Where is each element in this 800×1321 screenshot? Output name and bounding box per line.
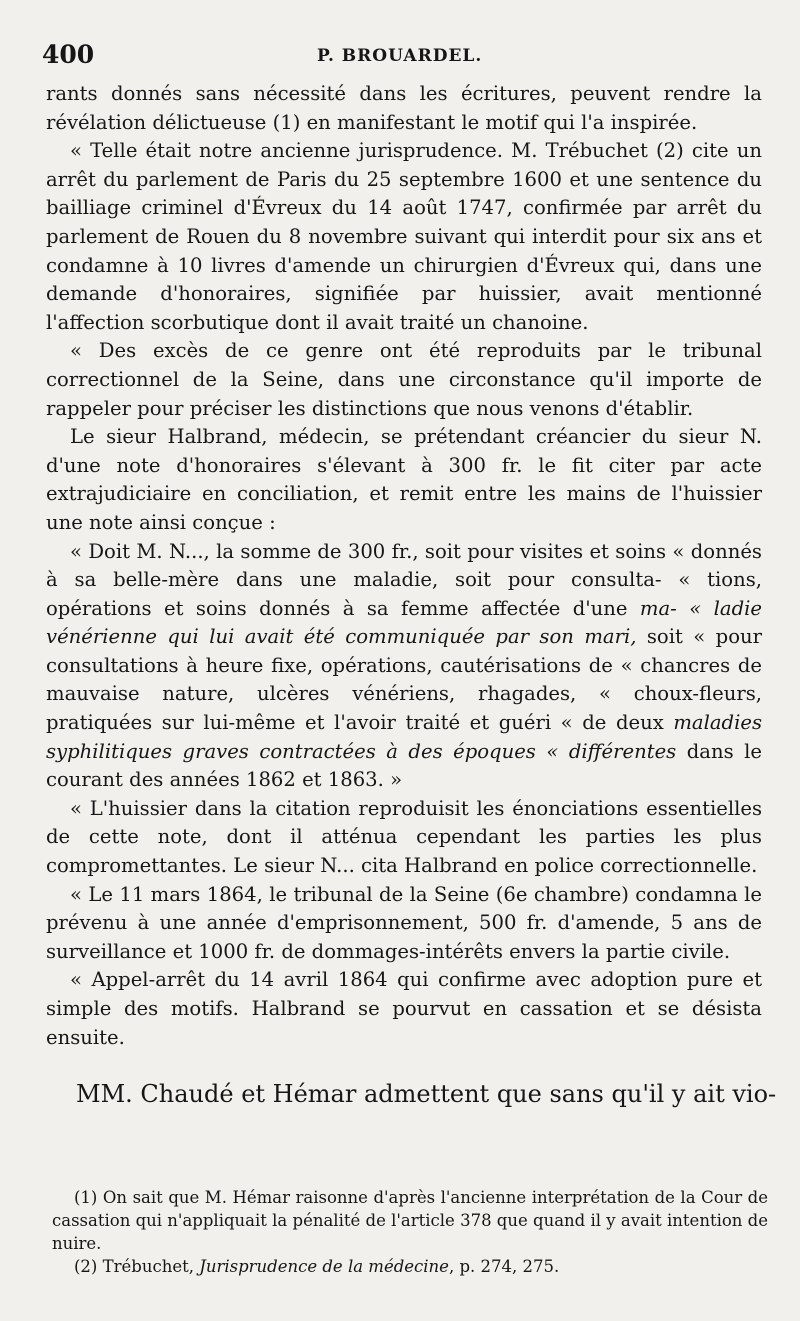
quote-text: « Doit M. N..., la somme de 300 fr., soit pour visites et soins « donnés à sa belle-mère dans une maladie, soit pour consulta- « tions, opérations et soins donnés à sa femme affectée d'une <box>46 539 762 620</box>
footnote-title: Jurisprudence de la médecine <box>199 1257 449 1276</box>
quote-italic: ma- « ladie vénérienne qui lui avait été communiquée par son mari, <box>46 596 762 649</box>
page-number: 400 <box>42 40 95 69</box>
paragraph: « Le 11 mars 1864, le tribunal de la Seine (6e chambre) condamna le prévenu à une année d'emprisonnement, 500 fr. d'amende, 5 ans de surveillance et 1000 fr. de dommages-intérêts envers la partie civile. <box>46 882 762 963</box>
footnote <box>52 1255 768 1278</box>
paragraph: « Des excès de ce genre ont été reproduits par le tribunal correctionnel de la Seine, dans une circonstance qu'il importe de rappeler pour préciser les distinctions que nous venons d'établir. <box>46 339 762 420</box>
paragraph: « L'huissier dans la citation reproduisit les énonciations essentielles de cette note, dont il atténua cependant les parties les plus compromettantes. Le sieur N... cita Halbrand en police correctionnelle. <box>46 796 762 878</box>
footnote: (1) On sait que M. Hémar raisonne d'après l'ancienne interprétation de la Cour de cassation qui n'appliquait la pénalité de l'article 378 que quand il y avait intention de nuire. <box>52 1188 768 1253</box>
footnotes <box>52 1186 768 1278</box>
paragraph: « Appel-arrêt du 14 avril 1864 qui confirme avec adoption pure et simple des motifs. Halbrand se pourvut en cassation et se désista ensuite. <box>46 968 762 1049</box>
quote-text: soit « pour consultations à heure fixe, opérations, cautérisations de « chancres de mauvaise nature, ulcères vénériens, rhagades, « choux-fleurs, pratiquées sur lui-même et l'avoir traité et guéri « de deux <box>46 625 762 735</box>
page-header <box>42 40 782 74</box>
footnote-text: (2) Trébuchet, <box>74 1257 200 1276</box>
footnote-text: , p. 274, 275. <box>448 1257 560 1276</box>
paragraph: Le sieur Halbrand, médecin, se prétendant créancier du sieur N. d'une note d'honoraires s'élevant à 300 fr. le fit citer par acte extrajudiciaire en conciliation, et remit entre les mains de l'huissier une note ainsi conçue : <box>46 425 762 534</box>
quote-italic: maladies syphilitiques graves contractées à des époques « différentes <box>46 711 762 763</box>
paragraph: rants donnés sans nécessité dans les écritures, peuvent rendre la révélation délictueuse (1) en manifestant le motif qui l'a inspirée. <box>46 82 762 134</box>
paragraph: « Telle était notre ancienne jurisprudence. M. Trébuchet (2) cite un arrêt du parlement de Paris du 25 septembre 1600 et une sentence du bailliage criminel d'Évreux du 14 août 1747, confirmée par arrêt du parlement de Rouen du 8 novembre suivant qui interdit pour six ans et condamne à 10 livres d'amende un chirurgien d'Évreux qui, dans une demande d'honoraires, signifiée par huissier, avait mentionné l'affection scorbutique dont il avait traité un chanoine. <box>46 139 762 334</box>
paragraph-large: MM. Chaudé et Hémar admettent que sans qu'il y ait vio- <box>76 1080 777 1109</box>
quote-text: dans le courant des années 1862 et 1863. » <box>46 739 763 792</box>
body-text <box>46 80 777 1110</box>
quoted-note <box>46 538 762 795</box>
running-title: P. BROUARDEL. <box>317 46 483 66</box>
